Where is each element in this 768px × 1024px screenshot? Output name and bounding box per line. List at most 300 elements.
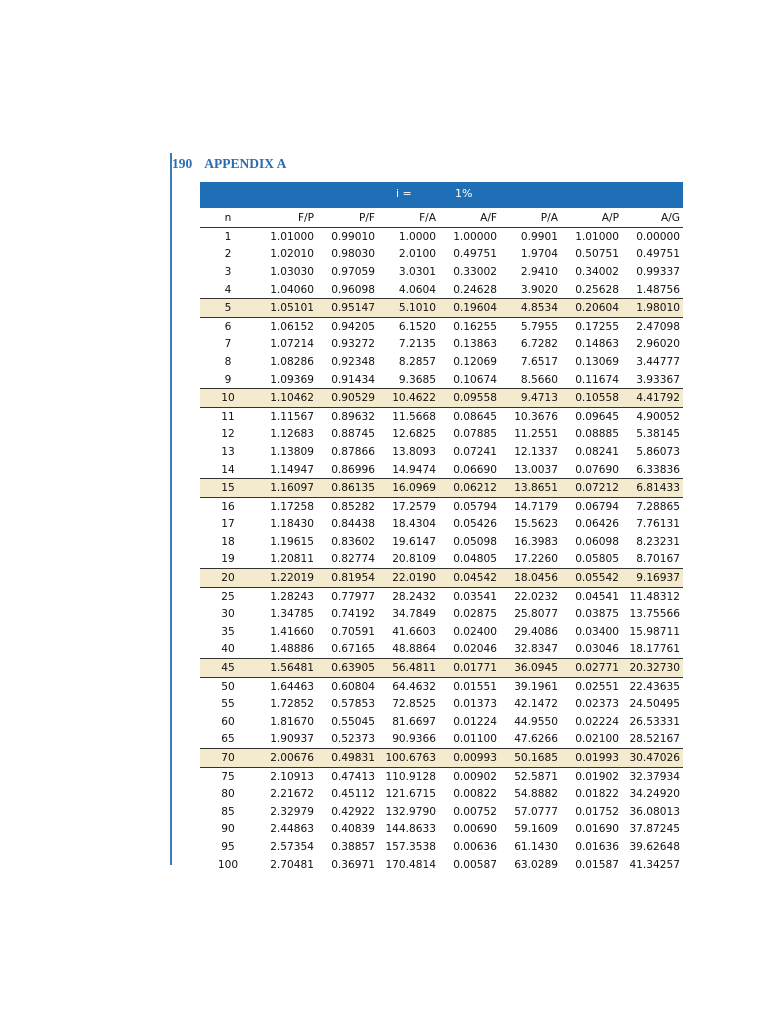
table-row <box>200 281 683 299</box>
factor-cell: 0.10558 <box>561 389 622 408</box>
factor-cell: 0.99010 <box>331 230 375 243</box>
factor-cell: 42.1472 <box>514 698 558 711</box>
factor-cell: 16.0969 <box>378 479 439 498</box>
factor-cell: 0.04805 <box>453 553 497 566</box>
factor-cell: 34.24920 <box>629 788 680 801</box>
factor-cell: 5.38145 <box>636 428 680 441</box>
row-n-cell: 15 <box>200 479 256 498</box>
factor-cell: 14.7179 <box>514 500 558 513</box>
factor-cell: 1.12683 <box>270 428 314 441</box>
row-n-cell: 20 <box>200 569 256 588</box>
factor-cell: 0.05426 <box>453 518 497 531</box>
factor-cell: 1.01000 <box>575 230 619 243</box>
table-row <box>200 749 683 768</box>
table-row <box>200 263 683 281</box>
table-row <box>200 821 683 839</box>
factor-cell: 0.11674 <box>575 373 619 386</box>
factor-cell: 0.63905 <box>317 659 378 678</box>
factor-cell: 1.10462 <box>256 389 317 408</box>
factor-cell: 1.81670 <box>270 715 314 728</box>
table-row <box>200 317 683 335</box>
factor-cell: 0.10674 <box>453 373 497 386</box>
factor-cell: 0.04542 <box>439 569 500 588</box>
column-header: P/A <box>500 208 561 228</box>
factor-cell: 90.9366 <box>392 733 436 746</box>
factor-cell: 0.02400 <box>453 625 497 638</box>
table-row <box>200 389 683 408</box>
factor-cell: 0.01636 <box>575 840 619 853</box>
factor-cell: 0.19604 <box>439 299 500 318</box>
factor-cell: 59.1609 <box>514 823 558 836</box>
row-n-cell: 9 <box>224 373 232 386</box>
factor-cell: 41.6603 <box>392 625 436 638</box>
factor-cell: 10.4622 <box>378 389 439 408</box>
row-n-cell: 3 <box>224 265 232 278</box>
factor-cell: 1.05101 <box>256 299 317 318</box>
factor-cell: 36.0945 <box>500 659 561 678</box>
row-n-cell: 35 <box>221 625 235 638</box>
row-n-cell: 13 <box>221 445 235 458</box>
factor-cell: 0.01100 <box>453 733 497 746</box>
factor-cell: 0.38857 <box>331 840 375 853</box>
factor-cell: 7.28865 <box>636 500 680 513</box>
factor-cell: 0.24628 <box>453 283 497 296</box>
factor-cell: 0.01771 <box>439 659 500 678</box>
factor-cell: 26.53331 <box>629 715 680 728</box>
table-row <box>200 767 683 785</box>
table-body <box>200 228 683 874</box>
factor-cell: 7.6517 <box>520 355 558 368</box>
factor-cell: 0.49751 <box>453 248 497 261</box>
factor-cell: 0.12069 <box>453 355 497 368</box>
factor-cell: 132.9790 <box>385 805 436 818</box>
factor-cell: 0.00000 <box>636 230 680 243</box>
factor-cell: 0.74192 <box>331 608 375 621</box>
factor-cell: 2.70481 <box>270 858 314 871</box>
factor-cell: 61.1430 <box>514 840 558 853</box>
factor-cell: 1.06152 <box>270 320 314 333</box>
factor-cell: 1.0000 <box>398 230 436 243</box>
factor-cell: 2.21672 <box>270 788 314 801</box>
factor-cell: 0.00822 <box>453 788 497 801</box>
table-row <box>200 713 683 731</box>
table-row <box>200 461 683 479</box>
row-n-cell: 45 <box>200 659 256 678</box>
factor-cell: 0.86135 <box>317 479 378 498</box>
factor-cell: 0.00902 <box>453 770 497 783</box>
factor-cell: 1.01000 <box>270 230 314 243</box>
row-n-cell: 11 <box>221 410 235 423</box>
factor-cell: 28.52167 <box>629 733 680 746</box>
factor-cell: 47.6266 <box>514 733 558 746</box>
factor-cell: 144.8633 <box>385 823 436 836</box>
row-n-cell: 80 <box>221 788 235 801</box>
factor-cell: 0.92348 <box>331 355 375 368</box>
rate-label: i = <box>396 187 412 200</box>
factor-cell: 19.6147 <box>392 535 436 548</box>
factor-cell: 8.2857 <box>398 355 436 368</box>
factor-cell: 1.16097 <box>256 479 317 498</box>
factor-cell: 0.01752 <box>575 805 619 818</box>
row-n-cell: 75 <box>221 770 235 783</box>
factor-cell: 0.01551 <box>453 680 497 693</box>
row-n-cell: 8 <box>224 355 232 368</box>
factor-cell: 0.08645 <box>453 410 497 423</box>
factor-cell: 28.2432 <box>392 590 436 603</box>
factor-cell: 32.37934 <box>629 770 680 783</box>
factor-cell: 1.08286 <box>270 355 314 368</box>
row-n-cell: 6 <box>224 320 232 333</box>
factor-cell: 0.02046 <box>453 643 497 656</box>
factor-cell: 12.1337 <box>514 445 558 458</box>
factor-cell: 0.93272 <box>331 338 375 351</box>
table-row <box>200 443 683 461</box>
factor-cell: 0.07212 <box>561 479 622 498</box>
factor-cell: 0.05794 <box>453 500 497 513</box>
row-n-cell: 60 <box>221 715 235 728</box>
factor-cell: 0.01373 <box>453 698 497 711</box>
table-row <box>200 228 683 246</box>
factor-cell: 1.19615 <box>270 535 314 548</box>
factor-cell: 0.49831 <box>317 749 378 768</box>
row-n-cell: 100 <box>217 858 239 871</box>
factor-cell: 44.9550 <box>514 715 558 728</box>
factor-cell: 20.8109 <box>392 553 436 566</box>
factor-cell: 0.50751 <box>575 248 619 261</box>
factor-cell: 25.8077 <box>514 608 558 621</box>
factor-cell: 1.02010 <box>270 248 314 261</box>
factor-cell: 0.08241 <box>575 445 619 458</box>
factor-cell: 0.13069 <box>575 355 619 368</box>
factor-cell: 0.06690 <box>453 463 497 476</box>
margin-rule <box>170 153 172 865</box>
factor-cell: 37.87245 <box>629 823 680 836</box>
factor-cell: 14.9474 <box>392 463 436 476</box>
factor-cell: 13.8093 <box>392 445 436 458</box>
factor-cell: 1.04060 <box>270 283 314 296</box>
factor-cell: 0.02224 <box>575 715 619 728</box>
factor-cell: 0.98030 <box>331 248 375 261</box>
factor-cell: 0.60804 <box>331 680 375 693</box>
factor-cell: 0.01690 <box>575 823 619 836</box>
factor-cell: 0.42922 <box>331 805 375 818</box>
factor-cell: 1.11567 <box>270 410 314 423</box>
row-n-cell: 30 <box>221 608 235 621</box>
factor-cell: 1.14947 <box>270 463 314 476</box>
row-n-cell: 16 <box>221 500 235 513</box>
factor-cell: 6.7282 <box>520 338 558 351</box>
row-n-cell: 4 <box>224 283 232 296</box>
factor-cell: 1.07214 <box>270 338 314 351</box>
table-row <box>200 516 683 534</box>
factor-cell: 13.0037 <box>514 463 558 476</box>
table-row <box>200 336 683 354</box>
factor-cell: 1.90937 <box>270 733 314 746</box>
row-n-cell: 10 <box>200 389 256 408</box>
factor-cell: 0.00993 <box>439 749 500 768</box>
factor-cell: 18.17761 <box>629 643 680 656</box>
row-n-cell: 65 <box>221 733 235 746</box>
table-row <box>200 641 683 659</box>
factor-cell: 0.00752 <box>453 805 497 818</box>
row-n-cell: 1 <box>224 230 232 243</box>
factor-cell: 1.48756 <box>636 283 680 296</box>
factor-cell: 0.34002 <box>575 265 619 278</box>
factor-cell: 1.34785 <box>270 608 314 621</box>
section-title: APPENDIX A <box>204 156 287 171</box>
factor-cell: 170.4814 <box>385 858 436 871</box>
factor-cell: 0.86996 <box>331 463 375 476</box>
factor-cell: 64.4632 <box>392 680 436 693</box>
factor-cell: 2.32979 <box>270 805 314 818</box>
table-row <box>200 731 683 749</box>
factor-cell: 8.23231 <box>636 535 680 548</box>
factor-cell: 6.1520 <box>398 320 436 333</box>
row-n-cell: 55 <box>221 698 235 711</box>
factor-cell: 0.01822 <box>575 788 619 801</box>
factor-cell: 1.56481 <box>256 659 317 678</box>
factor-cell: 0.07885 <box>453 428 497 441</box>
factor-cell: 52.5871 <box>514 770 558 783</box>
factor-cell: 24.50495 <box>629 698 680 711</box>
factor-cell: 0.91434 <box>331 373 375 386</box>
factor-cell: 48.8864 <box>392 643 436 656</box>
factor-cell: 54.8882 <box>514 788 558 801</box>
factor-cell: 0.33002 <box>453 265 497 278</box>
table-row <box>200 856 683 874</box>
factor-cell: 0.03541 <box>453 590 497 603</box>
factor-cell: 121.6715 <box>385 788 436 801</box>
factor-cell: 1.48886 <box>270 643 314 656</box>
factor-cell: 3.44777 <box>636 355 680 368</box>
factor-cell: 15.98711 <box>629 625 680 638</box>
running-header <box>172 156 286 172</box>
table-row <box>200 371 683 389</box>
table-row <box>200 587 683 605</box>
factor-cell: 3.0301 <box>398 265 436 278</box>
table-row <box>200 479 683 498</box>
table-row <box>200 785 683 803</box>
factor-cell: 9.3685 <box>398 373 436 386</box>
factor-cell: 50.1685 <box>500 749 561 768</box>
factor-cell: 0.83602 <box>331 535 375 548</box>
factor-cell: 110.9128 <box>385 770 436 783</box>
table-row <box>200 659 683 678</box>
factor-cell: 0.08885 <box>575 428 619 441</box>
rate-value: 1% <box>455 187 473 200</box>
factor-cell: 41.34257 <box>629 858 680 871</box>
table-row <box>200 533 683 551</box>
factor-cell: 6.33836 <box>636 463 680 476</box>
factor-cell: 0.01902 <box>575 770 619 783</box>
factor-cell: 0.01224 <box>453 715 497 728</box>
factor-cell: 0.99337 <box>636 265 680 278</box>
factor-cell: 5.86073 <box>636 445 680 458</box>
factor-cell: 2.47098 <box>636 320 680 333</box>
factor-cell: 2.44863 <box>270 823 314 836</box>
factor-cell: 30.47026 <box>622 749 683 768</box>
factor-cell: 0.20604 <box>561 299 622 318</box>
factor-cell: 63.0289 <box>514 858 558 871</box>
factor-cell: 0.89632 <box>331 410 375 423</box>
factor-cell: 0.97059 <box>331 265 375 278</box>
factor-cell: 1.41660 <box>270 625 314 638</box>
factor-cell: 1.03030 <box>270 265 314 278</box>
factor-cell: 1.09369 <box>270 373 314 386</box>
factor-cell: 4.90052 <box>636 410 680 423</box>
factor-cell: 0.55045 <box>331 715 375 728</box>
factor-cell: 29.4086 <box>514 625 558 638</box>
factor-cell: 8.5660 <box>520 373 558 386</box>
factor-cell: 0.40839 <box>331 823 375 836</box>
factor-cell: 9.4713 <box>500 389 561 408</box>
factor-cell: 81.6697 <box>392 715 436 728</box>
factor-cell: 0.02551 <box>575 680 619 693</box>
factor-cell: 11.2551 <box>514 428 558 441</box>
factor-cell: 1.13809 <box>270 445 314 458</box>
factor-cell: 0.13863 <box>453 338 497 351</box>
factor-cell: 7.2135 <box>398 338 436 351</box>
factor-cell: 0.82774 <box>331 553 375 566</box>
factor-cell: 0.01587 <box>575 858 619 871</box>
factor-cell: 13.75566 <box>629 608 680 621</box>
column-header: A/P <box>561 208 622 228</box>
factor-cell: 0.03400 <box>575 625 619 638</box>
factor-cell: 2.9410 <box>520 265 558 278</box>
page-number: 190 <box>172 156 193 171</box>
factor-cell: 0.90529 <box>317 389 378 408</box>
table-row <box>200 246 683 264</box>
table-row <box>200 803 683 821</box>
factor-cell: 5.7955 <box>520 320 558 333</box>
factor-cell: 13.8651 <box>500 479 561 498</box>
factor-cell: 0.96098 <box>331 283 375 296</box>
factor-cell: 22.0232 <box>514 590 558 603</box>
factor-cell: 0.57853 <box>331 698 375 711</box>
row-n-cell: 18 <box>221 535 235 548</box>
factor-cell: 0.16255 <box>453 320 497 333</box>
factor-cell: 72.8525 <box>392 698 436 711</box>
factor-cell: 6.81433 <box>622 479 683 498</box>
table-row <box>200 426 683 444</box>
factor-cell: 2.00676 <box>256 749 317 768</box>
table-row <box>200 497 683 515</box>
row-n-cell: 70 <box>200 749 256 768</box>
factor-cell: 56.4811 <box>378 659 439 678</box>
factor-cell: 1.20811 <box>270 553 314 566</box>
factor-cell: 11.5668 <box>392 410 436 423</box>
table-row <box>200 353 683 371</box>
table-row <box>200 299 683 318</box>
factor-cell: 17.2579 <box>392 500 436 513</box>
factor-cell: 2.0100 <box>398 248 436 261</box>
factor-cell: 57.0777 <box>514 805 558 818</box>
factor-cell: 0.52373 <box>331 733 375 746</box>
factor-cell: 0.09645 <box>575 410 619 423</box>
row-n-cell: 19 <box>221 553 235 566</box>
table-row <box>200 838 683 856</box>
factor-cell: 0.87866 <box>331 445 375 458</box>
row-n-cell: 40 <box>221 643 235 656</box>
factor-cell: 100.6763 <box>378 749 439 768</box>
table-row <box>200 569 683 588</box>
factor-cell: 0.81954 <box>317 569 378 588</box>
factor-cell: 0.49751 <box>636 248 680 261</box>
factor-cell: 16.3983 <box>514 535 558 548</box>
factor-cell: 15.5623 <box>514 518 558 531</box>
column-header: A/F <box>439 208 500 228</box>
row-n-cell: 25 <box>221 590 235 603</box>
factor-cell: 0.06212 <box>439 479 500 498</box>
table-row <box>200 605 683 623</box>
column-header: F/A <box>378 208 439 228</box>
factor-cell: 0.02373 <box>575 698 619 711</box>
factor-cell: 0.03046 <box>575 643 619 656</box>
factor-cell: 0.17255 <box>575 320 619 333</box>
factor-cell: 0.05542 <box>561 569 622 588</box>
row-n-cell: 12 <box>221 428 235 441</box>
factor-cell: 0.07241 <box>453 445 497 458</box>
factor-cell: 0.77977 <box>331 590 375 603</box>
factor-cell: 32.8347 <box>514 643 558 656</box>
factor-cell: 1.9704 <box>520 248 558 261</box>
row-n-cell: 14 <box>221 463 235 476</box>
factor-cell: 0.9901 <box>520 230 558 243</box>
factor-cell: 39.1961 <box>514 680 558 693</box>
factor-cell: 0.06426 <box>575 518 619 531</box>
factor-cell: 0.45112 <box>331 788 375 801</box>
row-n-cell: 17 <box>221 518 235 531</box>
factor-cell: 4.8534 <box>500 299 561 318</box>
factor-cell: 12.6825 <box>392 428 436 441</box>
factor-cell: 0.02875 <box>453 608 497 621</box>
factor-cell: 0.85282 <box>331 500 375 513</box>
column-header: F/P <box>256 208 317 228</box>
factor-cell: 36.08013 <box>629 805 680 818</box>
table-row <box>200 677 683 695</box>
row-n-cell: 85 <box>221 805 235 818</box>
table-row <box>200 623 683 641</box>
table-row <box>200 407 683 425</box>
factor-cell: 4.41792 <box>622 389 683 408</box>
factor-cell: 0.07690 <box>575 463 619 476</box>
factor-cell: 17.2260 <box>514 553 558 566</box>
interest-factor-table <box>200 182 683 873</box>
factor-cell: 2.57354 <box>270 840 314 853</box>
factor-cell: 0.14863 <box>575 338 619 351</box>
factor-cell: 157.3538 <box>385 840 436 853</box>
factor-cell: 18.0456 <box>500 569 561 588</box>
factor-cell: 0.95147 <box>317 299 378 318</box>
factor-cell: 0.67165 <box>331 643 375 656</box>
factor-cell: 0.00690 <box>453 823 497 836</box>
factor-cell: 22.0190 <box>378 569 439 588</box>
row-n-cell: 50 <box>221 680 235 693</box>
factor-cell: 1.22019 <box>256 569 317 588</box>
column-header: P/F <box>317 208 378 228</box>
table-row <box>200 551 683 569</box>
factor-cell: 34.7849 <box>392 608 436 621</box>
factor-cell: 0.04541 <box>575 590 619 603</box>
factor-cell: 10.3676 <box>514 410 558 423</box>
factor-cell: 0.36971 <box>331 858 375 871</box>
row-n-cell: 5 <box>200 299 256 318</box>
factor-cell: 0.06794 <box>575 500 619 513</box>
factor-cell: 0.00587 <box>453 858 497 871</box>
factor-cell: 5.1010 <box>378 299 439 318</box>
column-header: n <box>200 208 256 228</box>
factor-cell: 0.09558 <box>439 389 500 408</box>
